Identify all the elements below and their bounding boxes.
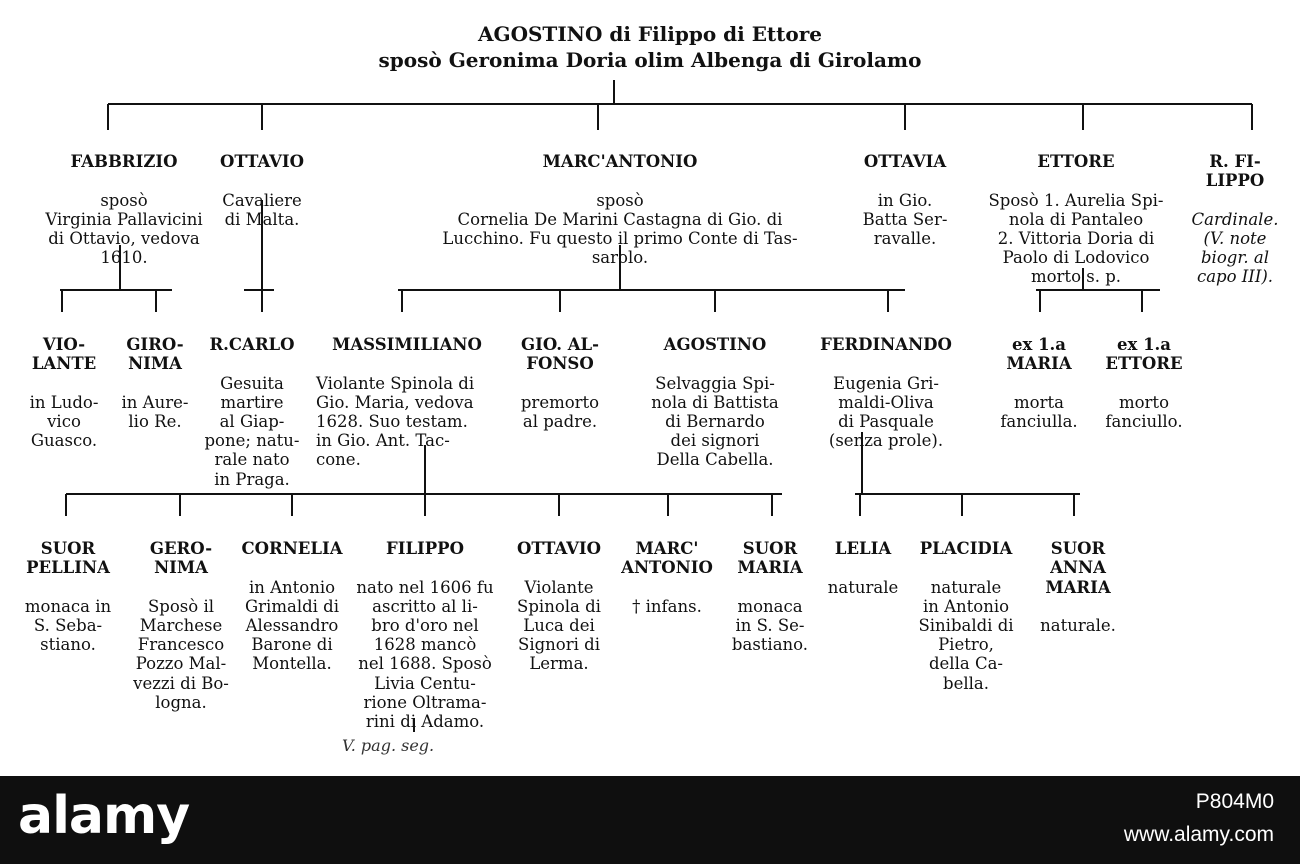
- person-gironima: [112, 316, 198, 450]
- person-r-filippo: [1178, 133, 1292, 306]
- watermark-url: www.alamy.com: [1123, 823, 1274, 846]
- person-name: LELIA: [834, 539, 892, 559]
- person-name: AGOSTINO: [663, 335, 767, 355]
- person-ottavia: [852, 133, 958, 267]
- person-name: ex 1.a MARIA: [1006, 335, 1072, 374]
- person-details: morta fanciulla.: [1000, 392, 1078, 432]
- watermark-bar: [0, 776, 1300, 864]
- person-name: OTTAVIA: [863, 152, 947, 172]
- person-name: PLACIDIA: [919, 539, 1013, 559]
- person-name: GIRO- NIMA: [126, 335, 184, 374]
- person-ettore-junior: [1096, 316, 1192, 450]
- person-details: sposò Cornelia De Marini Castagna di Gio. di Lucchino. Fu questo il primo Conte di Tas- sarolo.: [442, 190, 798, 268]
- person-details: Gesuita martire al Giap- pone; natu- rale nato in Praga.: [204, 373, 300, 489]
- person-geronima: [122, 520, 240, 731]
- person-ferdinando: [806, 316, 966, 470]
- continuation-note: V. pag. seg.: [342, 736, 435, 755]
- watermark-brand-logo: alamy: [18, 786, 190, 846]
- person-details: nato nel 1606 fu ascritto al li- bro d'oro nel 1628 mancò nel 1688. Sposò Livia Centu- rione Oltrama- rini di Adamo.: [356, 577, 494, 732]
- person-cornelia: [232, 520, 352, 693]
- person-name: GIO. AL- FONSO: [521, 335, 599, 374]
- person-marcantonio-junior: [612, 520, 722, 635]
- person-name: CORNELIA: [241, 539, 343, 559]
- person-details: monaca in S. Se- bastiano.: [731, 596, 809, 655]
- title-line-2: sposò Geronima Doria olim Albenga di Girolamo: [378, 48, 922, 72]
- person-details: naturale: [827, 577, 899, 597]
- person-details: in Ludo- vico Guasco.: [29, 392, 99, 451]
- watermark-image-id: P804M0: [1195, 790, 1274, 813]
- person-r-carlo: [194, 316, 310, 508]
- person-details: sposò Virginia Pallavicini di Ottavio, vedova 1610.: [45, 190, 203, 268]
- person-name: SUOR PELLINA: [26, 539, 110, 578]
- person-details: premorto al padre.: [520, 392, 600, 432]
- person-details: monaca in S. Seba- stiano.: [24, 596, 112, 655]
- person-ottavio-junior: [504, 520, 614, 693]
- person-name: OTTAVIO: [517, 539, 601, 559]
- person-details: Cardinale. (V. note biogr. al capo III).: [1191, 209, 1279, 287]
- person-details: in Gio. Batta Ser- ravalle.: [862, 190, 948, 249]
- person-details: in Antonio Grimaldi di Alessandro Barone di Montella.: [244, 577, 340, 674]
- person-name: SUOR MARIA: [737, 539, 803, 578]
- person-name: FILIPPO: [386, 539, 464, 559]
- person-lelia: [818, 520, 908, 616]
- person-agostino: [630, 316, 800, 489]
- person-details: Violante Spinola di Luca dei Signori di Lerma.: [517, 577, 601, 674]
- person-filippo: [350, 520, 500, 750]
- person-name: MARC'ANTONIO: [542, 152, 698, 172]
- person-name: ex 1.a ETTORE: [1105, 335, 1183, 374]
- person-name: VIO- LANTE: [31, 335, 97, 374]
- person-ottavio: [206, 133, 318, 248]
- person-details: Eugenia Gri- maldi-Oliva di Pasquale (senza prole).: [828, 373, 944, 451]
- person-name: FERDINANDO: [820, 335, 952, 355]
- person-details: naturale in Antonio Sinibaldi di Pietro, della Ca- bella.: [918, 577, 1014, 693]
- person-name: FABBRIZIO: [70, 152, 178, 172]
- person-details: Sposò il Marchese Francesco Pozzo Mal- vezzi di Bo- logna.: [133, 596, 229, 712]
- person-suor-anna-maria: [1028, 520, 1128, 654]
- person-name: ETTORE: [1037, 152, 1115, 172]
- person-fabbrizio: [14, 133, 234, 287]
- person-details: Sposò 1. Aurelia Spi- nola di Pantaleo 2. Vittoria Doria di Paolo di Lodovico morto s. p.: [988, 190, 1164, 287]
- person-gio-alfonso: [506, 316, 614, 450]
- person-suor-maria: [718, 520, 822, 674]
- person-name: OTTAVIO: [220, 152, 304, 172]
- title-line-1: AGOSTINO di Filippo di Ettore: [477, 22, 823, 46]
- person-maria: [994, 316, 1084, 450]
- person-details: Violante Spinola di Gio. Maria, vedova 1628. Suo testam. in Gio. Ant. Tac- cone.: [316, 373, 475, 470]
- person-details: Cavaliere di Malta.: [222, 190, 302, 229]
- person-details: naturale.: [1040, 616, 1116, 636]
- person-placidia: [904, 520, 1028, 712]
- person-details: † infans.: [632, 596, 702, 616]
- person-violante: [22, 316, 106, 470]
- person-details: Selvaggia Spi- nola di Battista di Bernardo dei signori Della Cabella.: [651, 373, 779, 470]
- person-name: R. FI- LIPPO: [1205, 152, 1265, 191]
- person-marcantonio: [405, 133, 835, 287]
- person-name: MASSIMILIANO: [332, 335, 482, 355]
- person-suor-pellina: [14, 520, 122, 674]
- person-name: MARC' ANTONIO: [621, 539, 713, 578]
- person-name: R.CARLO: [209, 335, 295, 355]
- person-ettore: [968, 133, 1184, 306]
- person-details: in Aure- lio Re.: [121, 392, 189, 432]
- person-name: SUOR ANNA MARIA: [1045, 539, 1111, 597]
- person-details: morto fanciullo.: [1105, 392, 1183, 432]
- person-name: GERO- NIMA: [149, 539, 213, 578]
- person-massimiliano: [316, 316, 498, 489]
